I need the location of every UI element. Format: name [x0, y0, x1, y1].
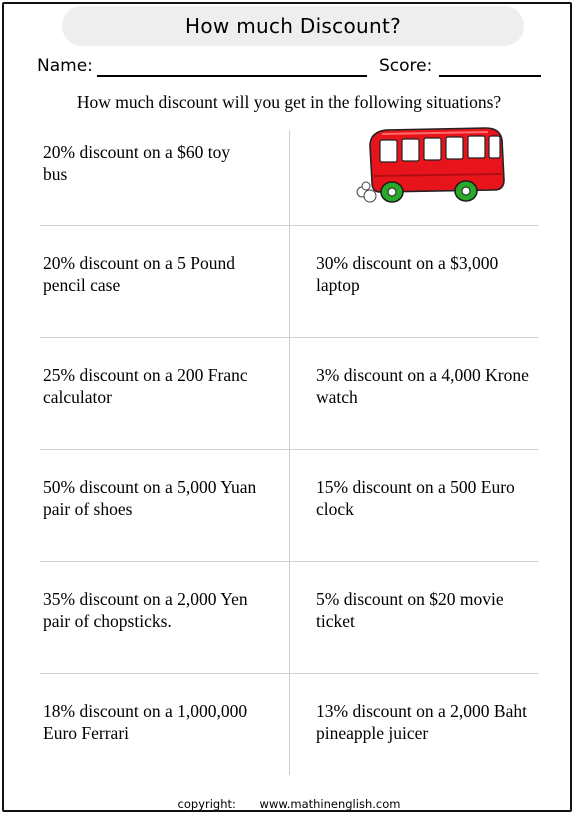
name-label: Name: [37, 56, 93, 76]
copyright-label: copyright: [177, 797, 236, 811]
worksheet-title: How much Discount? [185, 14, 401, 38]
grid-row-divider [40, 225, 538, 226]
grid-row-divider [40, 561, 538, 562]
bus-icon [352, 124, 512, 208]
problem-left-4: 50% discount on a 5,000 Yuan pair of shoes [43, 477, 257, 519]
grid-row-divider [40, 449, 538, 450]
problem-left-1: 20% discount on a $60 toy bus [43, 142, 231, 184]
problem-right-3: 15% discount on a 500 Euro clock [316, 477, 515, 519]
grid-column-divider [289, 130, 290, 775]
grid-row-divider [40, 337, 538, 338]
score-label: Score: [379, 56, 433, 76]
footer [0, 797, 578, 811]
problem-right-1: 30% discount on a $3,000 laptop [316, 253, 499, 295]
problem-left-5: 35% discount on a 2,000 Yen pair of chopsticks. [43, 589, 248, 631]
problem-left-3: 25% discount on a 200 Franc calculator [43, 365, 248, 407]
problem-left-6: 18% discount on a 1,000,000 Euro Ferrari [43, 701, 248, 743]
problem-left-2: 20% discount on a 5 Pound pencil case [43, 253, 236, 295]
instructions: How much discount will you get in the following situations? [76, 92, 502, 112]
website-link[interactable]: www.mathinenglish.com [259, 797, 401, 811]
problem-right-2: 3% discount on a 4,000 Krone watch [316, 365, 529, 407]
problem-right-5: 13% discount on a 2,000 Baht pineapple juicer [316, 701, 527, 743]
problem-right-4: 5% discount on $20 movie ticket [316, 589, 504, 631]
grid-row-divider [40, 673, 538, 674]
